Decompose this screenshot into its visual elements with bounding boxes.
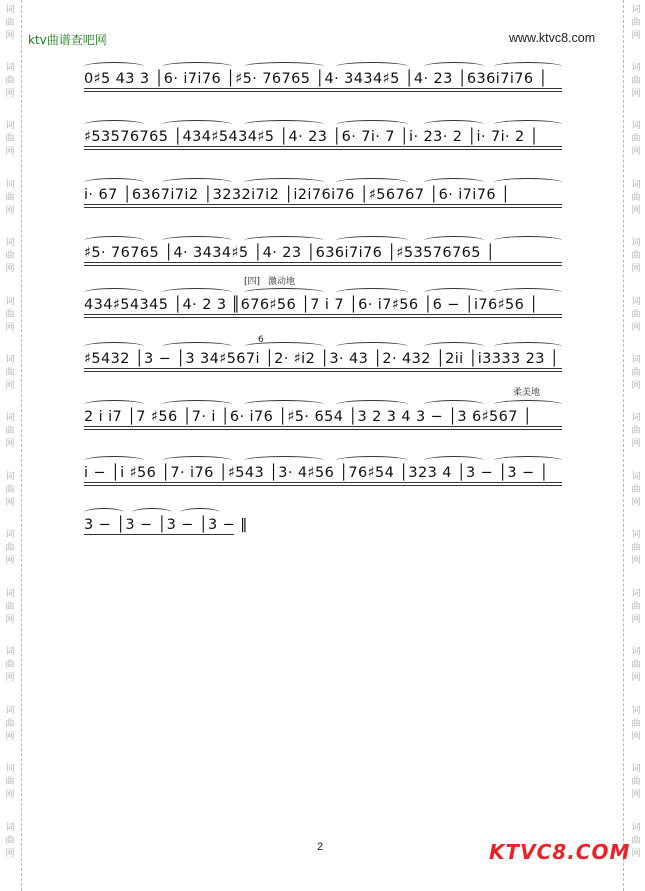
- watermark-glyph: 曲: [631, 836, 641, 846]
- beam-underline: [84, 534, 234, 535]
- slur-arc: [84, 288, 144, 297]
- beam-underline: [84, 426, 562, 427]
- watermark-glyph: 词: [631, 5, 641, 15]
- watermark-glyph: 网: [631, 556, 641, 566]
- site-logo: KTVC8.COM: [489, 840, 631, 864]
- slur-arc: [162, 178, 232, 187]
- slur-arc: [336, 456, 408, 465]
- beam-underline: [84, 91, 562, 92]
- notation-text: 434♯54345 │4· 2 3 ║676♯56 │7 i 7 │6· i7♯56 │6 − │i76♯56 │: [84, 297, 539, 313]
- watermark-glyph: 词: [631, 706, 641, 716]
- watermark-glyph: 网: [631, 673, 641, 683]
- watermark-glyph: 曲: [631, 193, 641, 203]
- score-line: [84, 334, 576, 378]
- watermark-glyph: 网: [631, 206, 641, 216]
- slur-arc: [336, 178, 408, 187]
- watermark-glyph: 词: [5, 121, 15, 131]
- slur-arc: [162, 120, 232, 129]
- watermark-glyph: 曲: [5, 836, 15, 846]
- watermark-glyph: 曲: [5, 426, 15, 436]
- slur-arc: [162, 342, 232, 351]
- watermark-glyph: 词: [631, 589, 641, 599]
- watermark-glyph: 曲: [631, 18, 641, 28]
- watermark-glyph: 曲: [5, 719, 15, 729]
- slur-arc: [84, 120, 144, 129]
- watermark-glyph: 词: [5, 530, 15, 540]
- watermark-glyph: 网: [5, 790, 15, 800]
- beam-underline: [84, 314, 562, 315]
- watermark-glyph: 网: [5, 849, 15, 859]
- watermark-glyph: 词: [5, 297, 15, 307]
- watermark-glyph: 词: [631, 413, 641, 423]
- right-watermark-strip: [620, 0, 645, 891]
- notation-text: ♯5· 76765 │4· 3434♯5 │4· 23 │636i7i76 │♯53576765 │: [84, 245, 495, 261]
- watermark-glyph: 网: [631, 439, 641, 449]
- slur-arc: [244, 342, 324, 351]
- watermark-glyph: 曲: [631, 485, 641, 495]
- slur-arc: [162, 288, 232, 297]
- slur-arc: [336, 62, 408, 71]
- watermark-glyph: 词: [5, 764, 15, 774]
- right-cut-line: [623, 0, 624, 891]
- slur-arc: [244, 288, 324, 297]
- beam-underline: [84, 146, 562, 147]
- slur-arc: [494, 400, 562, 409]
- watermark-glyph: 网: [5, 556, 15, 566]
- watermark-glyph: 网: [5, 673, 15, 683]
- watermark-glyph: 词: [5, 589, 15, 599]
- slur-arc: [336, 236, 408, 245]
- watermark-glyph: 词: [5, 180, 15, 190]
- watermark-glyph: 曲: [631, 368, 641, 378]
- score-line: [84, 500, 576, 544]
- slur-arc: [84, 456, 144, 465]
- expression-mark-gentle: 柔美地: [513, 388, 541, 398]
- slur-arc: [162, 62, 232, 71]
- slur-arc: [494, 62, 562, 71]
- watermark-glyph: 词: [631, 297, 641, 307]
- watermark-glyph: 词: [631, 355, 641, 365]
- score-line: [84, 112, 576, 156]
- watermark-glyph: 网: [631, 31, 641, 41]
- score-line: [84, 448, 576, 492]
- slur-arc: [424, 288, 484, 297]
- watermark-glyph: 曲: [5, 193, 15, 203]
- beam-underline: [84, 149, 562, 150]
- beam-underline: [84, 368, 562, 369]
- tuplet-number: 6: [258, 335, 264, 345]
- slur-arc: [84, 62, 144, 71]
- slur-arc: [84, 508, 124, 517]
- slur-arc: [424, 342, 484, 351]
- score-line: [84, 392, 576, 436]
- watermark-glyph: 网: [631, 89, 641, 99]
- watermark-glyph: 曲: [631, 426, 641, 436]
- slur-arc: [132, 508, 172, 517]
- slur-arc: [336, 342, 408, 351]
- watermark-glyph: 曲: [631, 251, 641, 261]
- watermark-glyph: 曲: [5, 76, 15, 86]
- watermark-glyph: 网: [5, 206, 15, 216]
- watermark-glyph: 曲: [5, 543, 15, 553]
- watermark-glyph: 曲: [631, 310, 641, 320]
- slur-arc: [244, 400, 324, 409]
- watermark-glyph: 词: [631, 764, 641, 774]
- watermark-glyph: 词: [5, 5, 15, 15]
- slur-arc: [84, 178, 144, 187]
- watermark-glyph: 曲: [631, 777, 641, 787]
- watermark-glyph: 词: [5, 706, 15, 716]
- slur-arc: [244, 62, 324, 71]
- slur-arc: [162, 236, 232, 245]
- slur-arc: [336, 288, 408, 297]
- beam-underline: [84, 371, 562, 372]
- slur-arc: [424, 120, 484, 129]
- watermark-glyph: 曲: [631, 76, 641, 86]
- watermark-glyph: 网: [631, 732, 641, 742]
- slur-arc: [162, 400, 232, 409]
- watermark-glyph: 词: [5, 63, 15, 73]
- slur-arc: [494, 178, 562, 187]
- watermark-glyph: 网: [5, 615, 15, 625]
- score-line: [84, 280, 576, 324]
- site-url[interactable]: www.ktvc8.com: [509, 31, 596, 45]
- watermark-glyph: 词: [5, 355, 15, 365]
- slur-arc: [494, 236, 562, 245]
- score-line: [84, 228, 576, 272]
- watermark-glyph: 网: [5, 439, 15, 449]
- watermark-glyph: 曲: [631, 543, 641, 553]
- watermark-glyph: 曲: [631, 134, 641, 144]
- watermark-glyph: 词: [631, 63, 641, 73]
- beam-underline: [84, 207, 562, 208]
- left-cut-line: [21, 0, 22, 891]
- notation-text: 0♯5 43 3 │6· i7i76 │♯5· 76765 │4· 3434♯5 │4· 23 │636i7i76 │: [84, 71, 548, 87]
- beam-underline: [84, 482, 562, 483]
- slur-arc: [84, 342, 144, 351]
- slur-arc: [424, 400, 484, 409]
- left-watermark-strip: [0, 0, 26, 891]
- watermark-glyph: 词: [631, 121, 641, 131]
- beam-underline: [84, 317, 562, 318]
- watermark-glyph: 曲: [5, 18, 15, 28]
- watermark-glyph: 网: [5, 498, 15, 508]
- beam-underline: [84, 204, 562, 205]
- watermark-glyph: 网: [5, 381, 15, 391]
- watermark-glyph: 曲: [631, 719, 641, 729]
- watermark-glyph: 网: [5, 264, 15, 274]
- watermark-glyph: 曲: [5, 660, 15, 670]
- watermark-glyph: 网: [5, 89, 15, 99]
- slur-arc: [424, 62, 484, 71]
- beam-underline: [84, 262, 562, 263]
- site-name-link[interactable]: ktv曲谱查吧网: [28, 33, 107, 47]
- watermark-glyph: 曲: [5, 777, 15, 787]
- slur-arc: [180, 508, 220, 517]
- slur-arc: [244, 456, 324, 465]
- watermark-glyph: 词: [5, 823, 15, 833]
- notation-text: i − │i ♯56 │7· i76 │♯543 │3· 4♯56 │76♯54 │323 4 │3 − │3 − │: [84, 465, 549, 481]
- slur-arc: [424, 178, 484, 187]
- watermark-glyph: 网: [5, 732, 15, 742]
- watermark-glyph: 词: [5, 413, 15, 423]
- watermark-glyph: 网: [631, 147, 641, 157]
- watermark-glyph: 词: [5, 238, 15, 248]
- slur-arc: [336, 400, 408, 409]
- watermark-glyph: 网: [631, 323, 641, 333]
- section-marker: [四]: [244, 277, 261, 287]
- watermark-glyph: 曲: [631, 602, 641, 612]
- score-line: [84, 170, 576, 214]
- slur-arc: [244, 120, 324, 129]
- watermark-glyph: 词: [631, 180, 641, 190]
- beam-underline: [84, 485, 562, 486]
- score-line: [84, 54, 576, 98]
- slur-arc: [494, 342, 562, 351]
- watermark-glyph: 网: [631, 790, 641, 800]
- slur-arc: [244, 236, 324, 245]
- watermark-glyph: 词: [631, 823, 641, 833]
- slur-arc: [494, 456, 562, 465]
- slur-arc: [336, 120, 408, 129]
- watermark-glyph: 曲: [5, 134, 15, 144]
- watermark-glyph: 词: [631, 238, 641, 248]
- watermark-glyph: 网: [5, 31, 15, 41]
- watermark-glyph: 词: [631, 472, 641, 482]
- slur-arc: [494, 288, 562, 297]
- slur-arc: [84, 236, 144, 245]
- watermark-glyph: 网: [631, 381, 641, 391]
- watermark-glyph: 网: [631, 498, 641, 508]
- notation-text: 3 − │3 − │3 − │3 − ‖: [84, 517, 248, 533]
- watermark-glyph: 词: [5, 472, 15, 482]
- slur-arc: [494, 120, 562, 129]
- slur-arc: [424, 456, 484, 465]
- slur-arc: [84, 400, 144, 409]
- watermark-glyph: 网: [631, 264, 641, 274]
- watermark-glyph: 曲: [5, 368, 15, 378]
- watermark-glyph: 词: [631, 530, 641, 540]
- watermark-glyph: 网: [631, 849, 641, 859]
- slur-arc: [424, 236, 484, 245]
- slur-arc: [162, 456, 232, 465]
- watermark-glyph: 词: [631, 647, 641, 657]
- notation-text: i· 67 │6367i7i2 │3232i7i2 │i2i76i76 │♯56767 │6· i7i76 │: [84, 187, 511, 203]
- expression-mark-excited: 激动地: [268, 277, 296, 287]
- notation-text: 2 i i7 │7 ♯56 │7· i │6· i76 │♯5· 654 │3 2 3 4 3 − │3 6♯567 │: [84, 409, 533, 425]
- watermark-glyph: 词: [5, 647, 15, 657]
- watermark-glyph: 曲: [5, 251, 15, 261]
- watermark-glyph: 曲: [5, 310, 15, 320]
- slur-arc: [244, 178, 324, 187]
- notation-text: ♯5432 │3 − │3 34♯567i │2· ♯i2 │3· 43 │2· 432 │2ii │i3333 23 │: [84, 351, 560, 367]
- watermark-glyph: 曲: [5, 485, 15, 495]
- beam-underline: [84, 265, 562, 266]
- notation-text: ♯53576765 │434♯5434♯5 │4· 23 │6· 7i· 7 │i· 23· 2 │i· 7i· 2 │: [84, 129, 539, 145]
- watermark-glyph: 曲: [5, 602, 15, 612]
- watermark-glyph: 曲: [631, 660, 641, 670]
- beam-underline: [84, 429, 562, 430]
- watermark-glyph: 网: [5, 323, 15, 333]
- page-number: 2: [317, 841, 324, 853]
- beam-underline: [84, 88, 562, 89]
- watermark-glyph: 网: [5, 147, 15, 157]
- watermark-glyph: 网: [631, 615, 641, 625]
